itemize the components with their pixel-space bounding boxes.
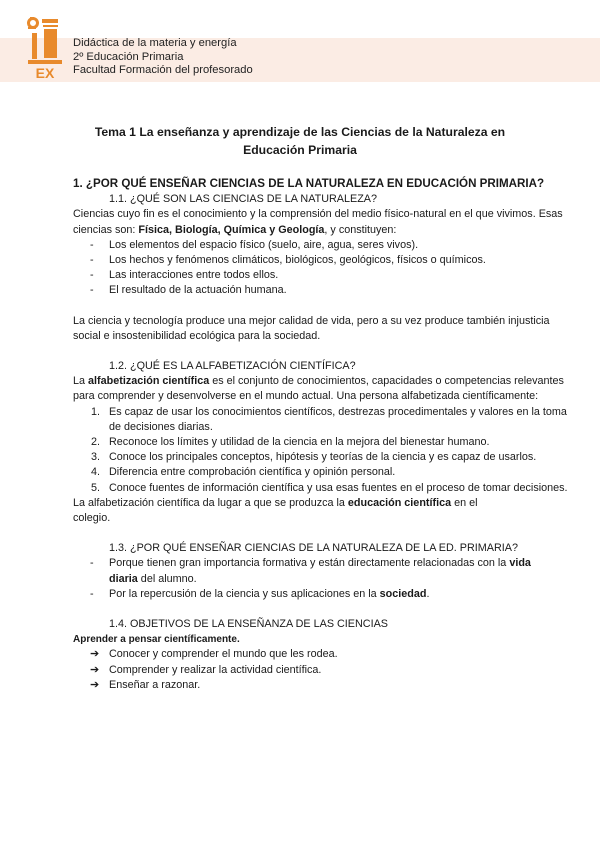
list-item: ➔ Conocer y comprender el mundo que les rodea. (73, 647, 573, 662)
reasons-list (73, 556, 533, 602)
science-technology-paragraph: La ciencia y tecnología produce una mejor calidad de vida, pero a su vez produce también injusticia social e insostenibilidad ecológica para la sociedad. (73, 314, 550, 342)
objectives-list (73, 647, 573, 693)
literacy-conclusion: La alfabetización científica da lugar a que se produzca la educación científica en el colegio. (73, 496, 478, 525)
arrow-icon: ➔ (90, 678, 100, 691)
logo-text: EX (35, 65, 55, 80)
subsection-1-3-heading: 1.3. ¿POR QUÉ ENSEÑAR CIENCIAS DE LA NATURALEZA DE LA ED. PRIMARIA? (109, 542, 518, 555)
section-1-heading: 1. ¿POR QUÉ ENSEÑAR CIENCIAS DE LA NATURALEZA EN EDUCACIÓN PRIMARIA? (73, 177, 545, 190)
list-item: - Porque tienen gran importancia formativa y están directamente relacionadas con la vida diaria del alumno. (90, 557, 531, 585)
title-line-1: Tema 1 La enseñanza y aprendizaje de las Ciencias de la Naturaleza en (94, 125, 506, 139)
list-item: 5. Conoce fuentes de información científica y usa esas fuentes en el proceso de tomar decisiones. (91, 481, 568, 494)
literacy-list (73, 405, 573, 496)
document-body (73, 176, 573, 693)
list-item: - Los elementos del espacio físico (suelo, aire, agua, seres vivos). (90, 238, 419, 251)
list-item: 1. Es capaz de usar los conocimientos científicos, destrezas procedimentales y valores en la toma de decisiones diarias. (91, 405, 567, 433)
list-item: 2. Reconoce los límites y utilidad de la ciencia en la mejora del bienestar humano. (91, 436, 490, 449)
document-header (73, 37, 253, 78)
subsection-1-2-heading: 1.2. ¿QUÉ ES LA ALFABETIZACIÓN CIENTÍFICA? (109, 360, 356, 373)
arrow-icon: ➔ (90, 663, 100, 676)
course-name: Didáctica de la materia y energía (73, 37, 237, 49)
list-item: 4. Diferencia entre comprobación científica y opinión personal. (91, 466, 396, 479)
list-item: 3. Conoce los principales conceptos, hipótesis y teorías de la ciencia y es capaz de usarlos. (91, 451, 537, 464)
title-line-2: Educación Primaria (243, 143, 357, 157)
list-item: - Por la repercusión de la ciencia y sus aplicaciones en la sociedad. (90, 587, 430, 600)
list-item: - Las interacciones entre todos ellos. (90, 269, 279, 282)
university-logo (26, 16, 64, 80)
constituents-list (73, 238, 573, 299)
document-title (60, 123, 540, 159)
arrow-icon: ➔ (90, 648, 100, 661)
literacy-definition: La alfabetización científica es el conjunto de conocimientos, capacidades o competencias relevantes para comprender y desenvolverse en el mundo actual. Una persona alfabetizada científicamente: (73, 375, 564, 403)
subsection-1-4-heading: 1.4. OBJETIVOS DE LA ENSEÑANZA DE LAS CIENCIAS (109, 618, 389, 631)
list-item: - El resultado de la actuación humana. (90, 284, 287, 297)
sciences-intro: Ciencias cuyo fin es el conocimiento y la comprensión del medio físico-natural en el que vivimos. Esas ciencias son: Física, Biología, Química y Geología, y constituyen: (73, 208, 563, 236)
list-item: ➔ Enseñar a razonar. (73, 678, 573, 693)
list-item: - Los hechos y fenómenos climáticos, biológicos, geológicos, físicos o químicos. (90, 254, 486, 267)
faculty-name: Facultad Formación del profesorado (73, 64, 253, 77)
list-item: ➔ Comprender y realizar la actividad científica. (73, 663, 573, 678)
objectives-label: Aprender a pensar científicamente. (73, 634, 240, 646)
course-year: 2º Educación Primaria (73, 50, 184, 63)
subsection-1-1-heading: 1.1. ¿QUÉ SON LAS CIENCIAS DE LA NATURALEZA? (109, 193, 378, 206)
